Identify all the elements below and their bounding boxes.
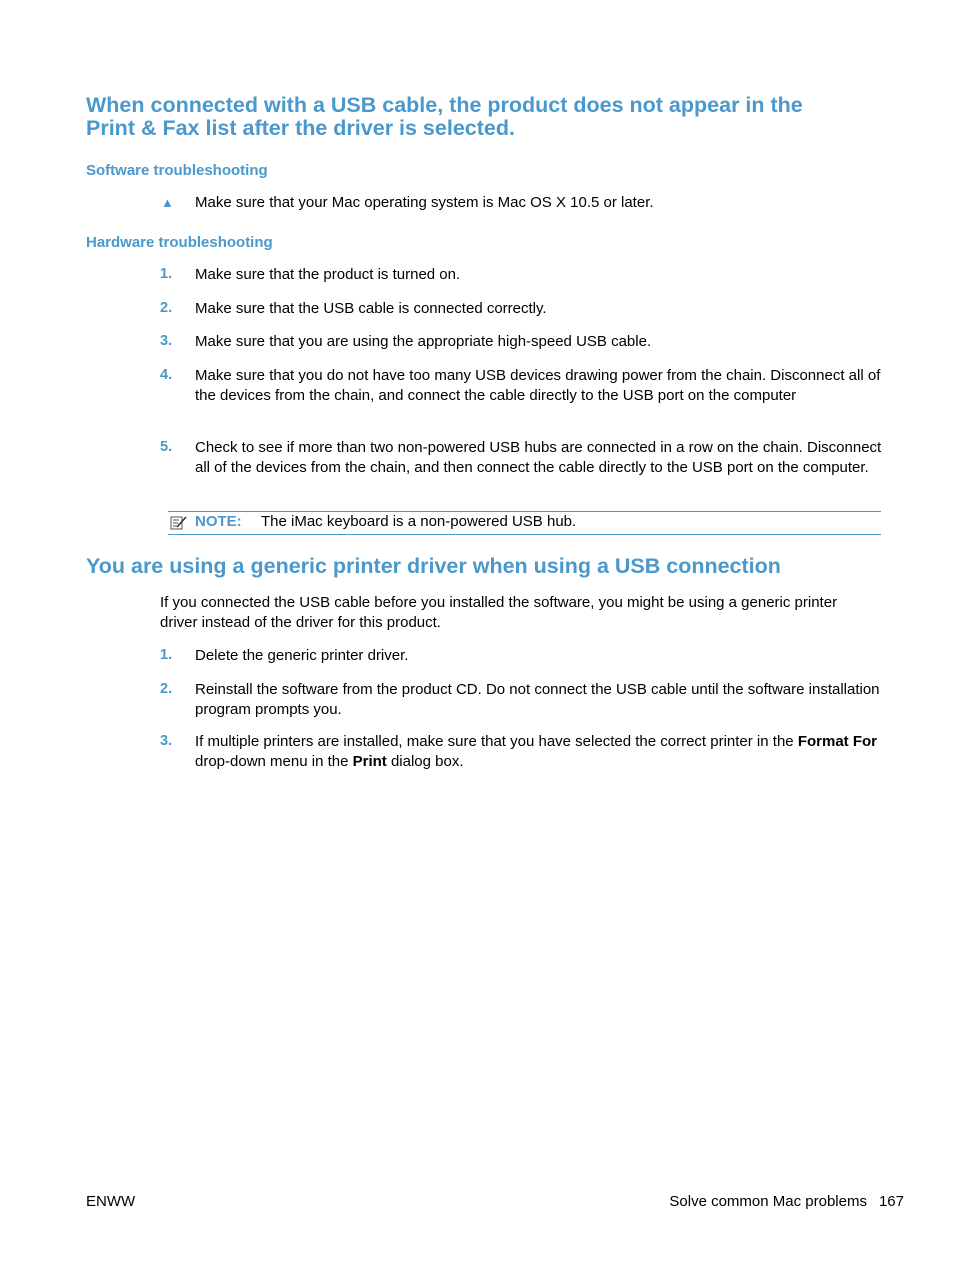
list-item-text: Make sure that the USB cable is connected correctly. <box>195 300 547 317</box>
page-number: 167 <box>878 1193 904 1210</box>
section1-title <box>86 94 803 140</box>
list-item-text: Check to see if more than two non-powered USB hubs are connected in a row on the chain. Disconnect all of the devices from the chain, and then connect the cable directly to the USB port on the computer. <box>195 439 882 476</box>
hardware-troubleshooting-heading: Hardware troubleshooting <box>86 234 273 251</box>
section2-title: You are using a generic printer driver when using a USB connection <box>86 554 781 578</box>
footer-left: ENWW <box>86 1193 136 1210</box>
list-item-text: Reinstall the software from the product CD. Do not connect the USB cable until the software installation program prompts you. <box>195 681 880 718</box>
list-item-text: Make sure that the product is turned on. <box>195 266 461 283</box>
text-segment: dialog box. <box>386 752 464 770</box>
list-item-text <box>195 732 885 771</box>
section2-intro: If you connected the USB cable before you installed the software, you might be using a generic printer driver instead of the driver for this product. <box>160 594 838 631</box>
list-item-text: Make sure that your Mac operating system is Mac OS X 10.5 or later. <box>195 194 654 211</box>
note-pencil-icon <box>170 515 188 531</box>
list-number: 2. <box>160 681 173 697</box>
text-segment: drop-down menu in the <box>195 752 353 770</box>
text-segment: If multiple printers are installed, make sure that you have selected the correct printer in the <box>195 733 798 750</box>
list-number: 3. <box>160 333 173 349</box>
list-number: 1. <box>160 266 173 282</box>
list-item-text: Make sure that you are using the appropriate high-speed USB cable. <box>195 333 652 350</box>
software-troubleshooting-heading: Software troubleshooting <box>86 162 268 179</box>
note-label: NOTE: <box>195 513 242 530</box>
footer-section-title: Solve common Mac problems <box>669 1193 867 1210</box>
format-for-term: Format For <box>797 733 877 750</box>
note-text: The iMac keyboard is a non-powered USB hub. <box>261 513 577 530</box>
list-number: 2. <box>160 300 173 316</box>
list-number: 1. <box>160 647 173 663</box>
list-number: 3. <box>160 733 173 749</box>
list-number: 4. <box>160 367 173 383</box>
footer-right <box>669 1192 904 1211</box>
list-item-text: Delete the generic printer driver. <box>195 647 409 664</box>
list-number: 5. <box>160 439 173 455</box>
note-box <box>168 511 881 535</box>
list-item-text: Make sure that you do not have too many USB devices drawing power from the chain. Disconnect all of the devices from the chain, and connect the cable directly to the USB port on the computer <box>195 367 881 404</box>
section1-title-line2: Print & Fax list after the driver is selected. <box>86 116 515 140</box>
print-term: Print <box>352 752 387 770</box>
section1-title-line1: When connected with a USB cable, the product does not appear in the <box>86 93 803 117</box>
triangle-bullet-icon: ▲ <box>161 195 174 210</box>
